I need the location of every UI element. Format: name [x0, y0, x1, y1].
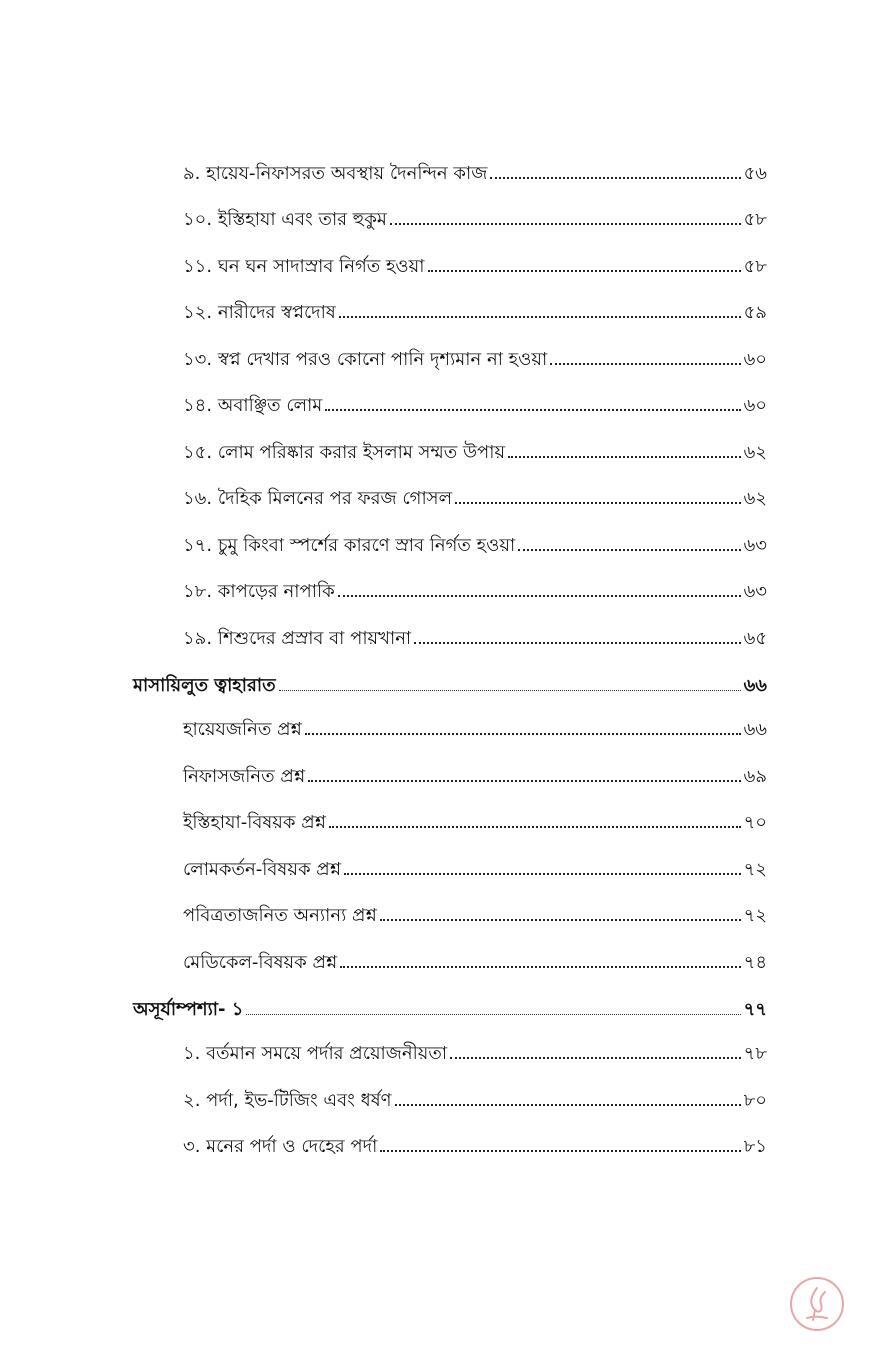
toc-entry-title: ইস্তিহাযা-বিষয়ক প্রশ্ন [183, 812, 326, 833]
toc-entry-title: নিফাসজনিত প্রশ্ন [183, 766, 306, 787]
toc-entry-page: ৫৮ [743, 209, 767, 230]
toc-entry-page: ৭০ [743, 812, 767, 833]
dot-leader [308, 780, 740, 782]
dot-leader [518, 549, 740, 551]
toc-entry-title: ১৮. কাপড়ের নাপাকি [183, 581, 335, 602]
toc-section-masayilut-taharat[interactable] [133, 671, 767, 701]
toc-entry-14[interactable] [183, 391, 767, 421]
dot-leader [338, 595, 741, 597]
publisher-logo-icon [789, 1276, 845, 1332]
dot-leader [329, 826, 741, 828]
toc-entry-title: হায়েযজনিত প্রশ্ন [183, 719, 302, 740]
toc-entry-purdah-necessity[interactable] [183, 1039, 767, 1069]
toc-entry-11[interactable] [183, 252, 767, 282]
toc-entry-page: ৬২ [743, 442, 767, 463]
toc-entry-title: মেডিকেল-বিষয়ক প্রশ্ন [183, 952, 338, 973]
toc-entry-title: ১৪. অবাঞ্ছিত লোম [183, 395, 323, 416]
dot-leader [395, 1104, 741, 1106]
toc-entry-title: ১৭. চুমু কিংবা স্পর্শের কারণে স্রাব নির্গত হওয়া [183, 535, 516, 556]
toc-entry-9[interactable] [183, 159, 767, 189]
dot-leader [325, 409, 740, 411]
dot-leader [550, 363, 740, 365]
toc-entry-17[interactable] [183, 531, 767, 561]
toc-entry-purdah-eve-teasing[interactable] [183, 1086, 767, 1116]
toc-entry-18[interactable] [183, 577, 767, 607]
toc-entry-title: ১০. ইস্তিহাযা এবং তার হুকুম [183, 209, 387, 230]
toc-entry-page: ৭২ [743, 905, 767, 926]
toc-section-asuryampashya[interactable] [133, 995, 767, 1025]
dot-leader [380, 1150, 740, 1152]
toc-entry-12[interactable] [183, 298, 767, 328]
toc-entry-page: ৬৯ [743, 766, 767, 787]
toc-entry-title: পবিত্রতাজনিত অন্যান্য প্রশ্ন [183, 905, 377, 926]
dot-leader [450, 1057, 741, 1059]
toc-section-page: ৭৭ [743, 999, 767, 1020]
toc-entry-19[interactable] [183, 624, 767, 654]
dot-leader [390, 223, 741, 225]
toc-entry-title: ১১. ঘন ঘন সাদাস্রাব নির্গত হওয়া [183, 256, 425, 277]
toc-section-title: অসূর্যাম্পশ্যা- ১ [133, 999, 244, 1020]
toc-entry-page: ৬৩ [743, 581, 767, 602]
dot-leader [490, 177, 740, 179]
dot-leader [339, 316, 741, 318]
toc-entry-title: ২. পর্দা, ইভ-টিজিং এবং ধর্ষণ [183, 1090, 392, 1111]
dot-leader [455, 502, 741, 504]
dot-leader [344, 873, 741, 875]
toc-entry-page: ৬২ [743, 488, 767, 509]
toc-entry-hair-removal-questions[interactable] [183, 855, 767, 885]
toc-entry-page: ৬৫ [743, 628, 767, 649]
dot-leader [305, 733, 741, 735]
dot-leader [428, 270, 741, 272]
dot-leader [380, 919, 741, 921]
toc-entry-page: ৭৪ [743, 952, 767, 973]
toc-entry-title: ১. বর্তমান সময়ে পর্দার প্রয়োজনীয়তা [183, 1043, 448, 1064]
dot-leader [414, 642, 740, 644]
toc-entry-nifas-questions[interactable] [183, 762, 767, 792]
toc-entry-page: ৬৩ [743, 535, 767, 556]
toc-entry-13[interactable] [183, 345, 767, 375]
toc-section-page: ৬৬ [743, 675, 767, 696]
toc-entry-title: ১৬. দৈহিক মিলনের পর ফরজ গোসল [183, 488, 452, 509]
toc-entry-title: ৯. হায়েয-নিফাসরত অবস্থায় দৈনন্দিন কাজ [183, 163, 488, 184]
toc-entry-page: ৫৮ [743, 256, 767, 277]
toc-entry-page: ৫৬ [743, 163, 767, 184]
toc-entry-title: ১২. নারীদের স্বপ্নদোষ [183, 302, 336, 323]
toc-entry-title: ৩. মনের পর্দা ও দেহের পর্দা [183, 1136, 378, 1157]
dot-leader [246, 1014, 740, 1015]
toc-section-title: মাসায়িলুত ত্বাহারাত [133, 675, 276, 696]
toc-entry-page: ৬৬ [743, 719, 767, 740]
toc-entry-15[interactable] [183, 438, 767, 468]
dot-leader [279, 690, 741, 691]
toc-entry-title: ১৯. শিশুদের প্রস্রাব বা পায়খানা [183, 628, 412, 649]
dot-leader [340, 966, 740, 968]
toc-entry-page: ৮০ [743, 1090, 767, 1111]
toc-entry-10[interactable] [183, 205, 767, 235]
toc-entry-hayez-questions[interactable] [183, 715, 767, 745]
toc-entry-medical-questions[interactable] [183, 948, 767, 978]
toc-entry-page: ৭৮ [743, 1043, 767, 1064]
dot-leader [508, 456, 740, 458]
toc-entry-title: ১৫. লোম পরিষ্কার করার ইসলাম সম্মত উপায় [183, 442, 506, 463]
toc-entry-page: ৫৯ [743, 302, 767, 323]
toc-entry-page: ৬০ [743, 395, 767, 416]
toc-entry-page: ৬০ [743, 349, 767, 370]
toc-entry-purdah-mind-body[interactable] [183, 1132, 767, 1162]
toc-entry-page: ৮১ [743, 1136, 767, 1157]
toc-entry-16[interactable] [183, 484, 767, 514]
toc-entry-title: ১৩. স্বপ্ন দেখার পরও কোনো পানি দৃশ্যমান না হওয়া [183, 349, 548, 370]
toc-entry-istihaza-questions[interactable] [183, 808, 767, 838]
toc-entry-purity-other-questions[interactable] [183, 901, 767, 931]
toc-entry-title: লোমকর্তন-বিষয়ক প্রশ্ন [183, 859, 342, 880]
toc-entry-page: ৭২ [743, 859, 767, 880]
